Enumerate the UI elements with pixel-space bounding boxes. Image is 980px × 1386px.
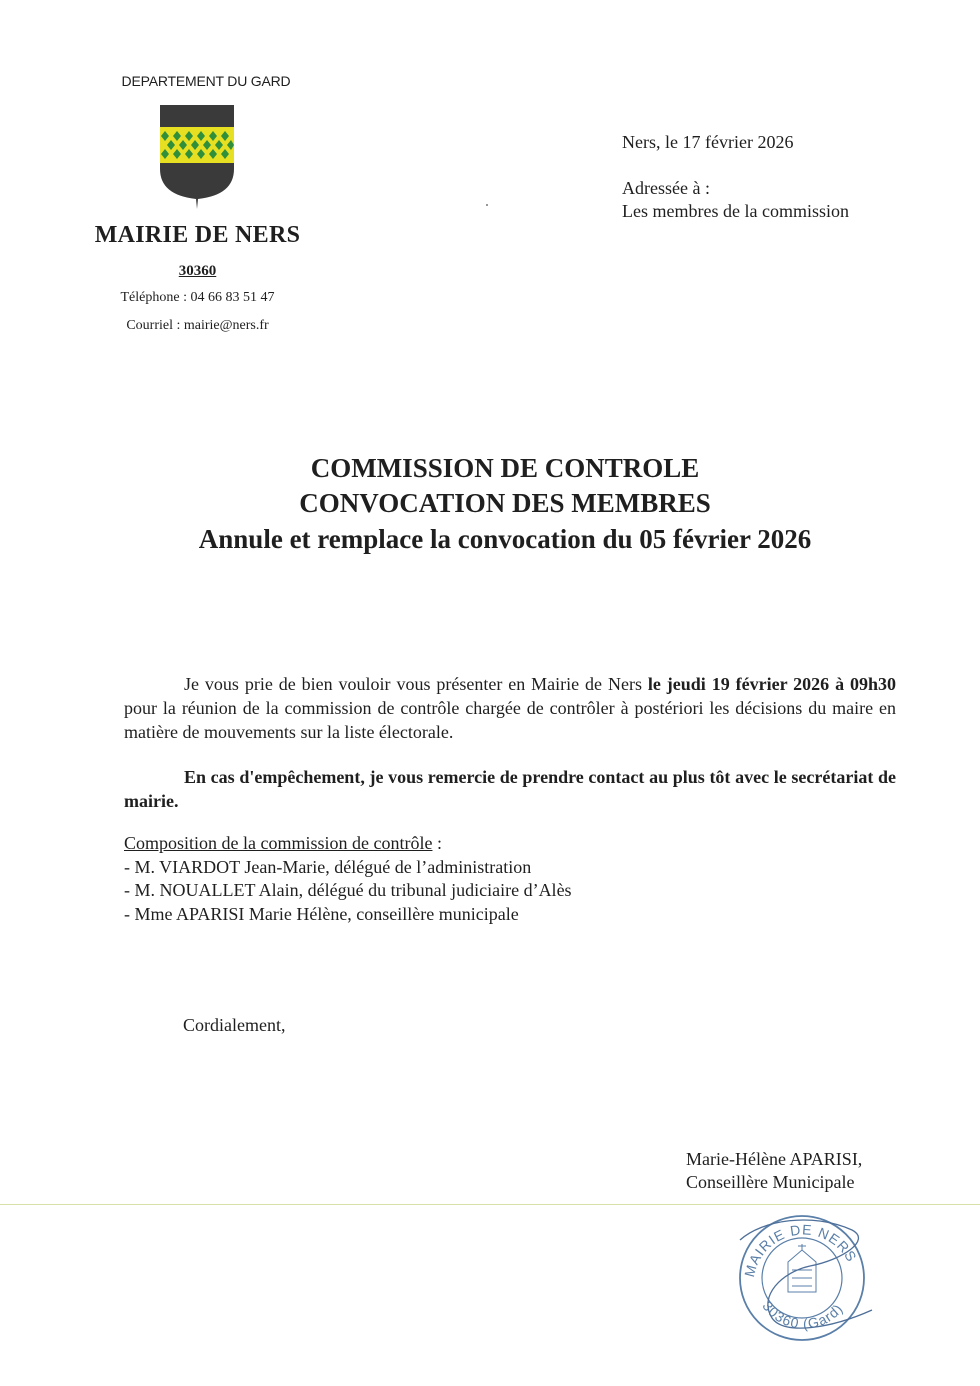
title-line-2: CONVOCATION DES MEMBRES: [299, 488, 711, 518]
letter-date: Ners, le 17 février 2026: [622, 132, 794, 152]
composition-block: [124, 832, 572, 926]
addressed-label: Adressée à :: [622, 178, 710, 198]
composition-heading: Composition de la commission de contrôle :: [124, 833, 442, 853]
title-line-1: COMMISSION DE CONTROLE: [310, 453, 700, 483]
title-line-3: Annule et remplace la convocation du 05 février 2026: [198, 524, 812, 554]
impediment-paragraph: [124, 765, 896, 813]
phone-number: Téléphone : 04 66 83 51 47: [120, 290, 275, 305]
addressed-recipients: Les membres de la commission: [622, 201, 849, 221]
member-item: - M. NOUALLET Alain, délégué du tribunal judiciaire d’Alès: [124, 880, 572, 900]
member-item: - M. VIARDOT Jean-Marie, délégué de l’administration: [124, 856, 532, 877]
signatory-role: Conseillère Municipale: [686, 1172, 855, 1192]
department-label: DEPARTEMENT DU GARD: [121, 73, 291, 89]
stamp-top-text: MAIRIE DE NERS: [741, 1221, 861, 1279]
meeting-datetime: le jeudi 19 février 2026 à 09h30: [647, 674, 897, 694]
coat-of-arms-icon: [158, 103, 236, 209]
paragraph-text-end: pour la réunion de la commission de contrôle chargée de contrôler à postériori les décisions du maire en matière de mouvements sur la liste électorale.: [124, 698, 896, 742]
stamp-bottom-text: 30360 (Gard): [759, 1297, 847, 1332]
postal-code: 30360: [178, 263, 217, 279]
impediment-text: En cas d'empêchement, je vous remercie de prendre contact au plus tôt avec le secrétariat de mairie.: [124, 767, 896, 811]
official-stamp: [722, 1200, 882, 1350]
closing-salutation: Cordialement,: [183, 1015, 286, 1035]
mairie-name: MAIRIE DE NERS: [94, 222, 301, 248]
signatory-name: Marie-Hélène APARISI,: [686, 1149, 863, 1169]
scan-speck: [486, 204, 488, 206]
paragraph-text-start: Je vous prie de bien vouloir vous présenter en Mairie de Ners: [184, 674, 648, 694]
member-item: - Mme APARISI Marie Hélène, conseillère municipale: [124, 903, 519, 924]
convocation-paragraph: [124, 672, 896, 744]
email-address: Courriel : mairie@ners.fr: [126, 318, 269, 333]
